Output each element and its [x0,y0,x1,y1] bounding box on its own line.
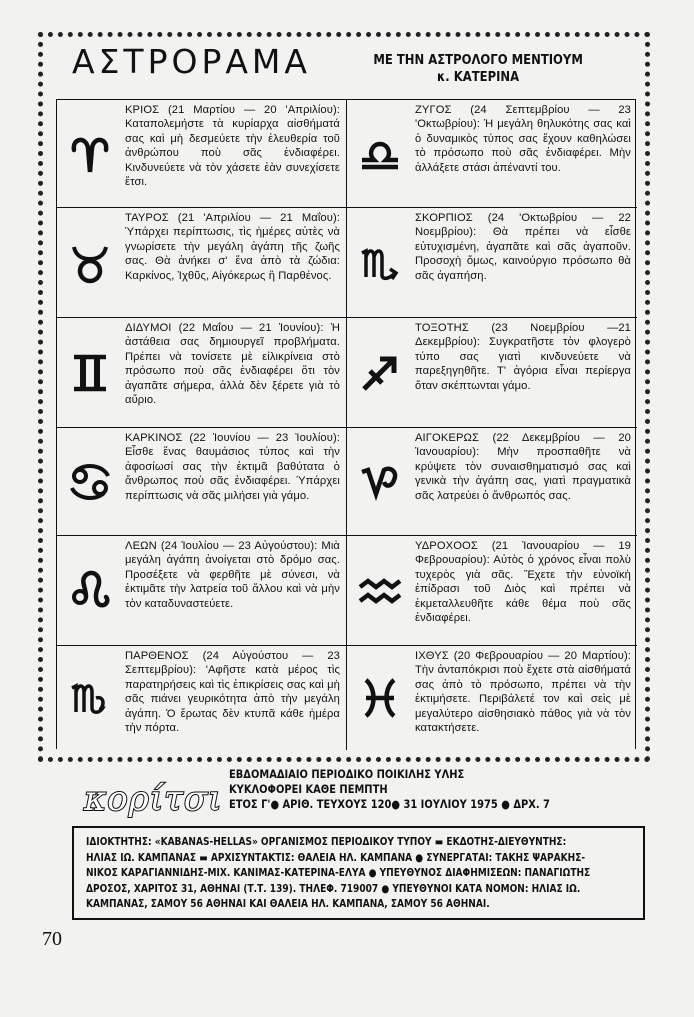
sign-cell-aquarius [347,536,637,646]
sign-text: ΚΡΙΟΣ (21 Μαρτίου — 20 'Απριλίου): Καταπολεμήστε τὰ κυρίαρχα αἰσθήματά σας καὶ μὴ δεσμεύετε τὴν ἐλευθερία τοῦ ἀνθρώπου ποὺ σᾶς ἐνδιαφέρει. Κινδυνεύετε νὰ τὸν χάσετε ἐὰν συνεχίσετε ἔτσι. [125,104,340,189]
owner-line-2: ΗΛΙΑΣ ΙΩ. ΚΑΜΠΑΝΑΣ ▬ ΑΡΧΙΣΥΝΤΑΚΤΙΣ: ΘΑΛΕΙΑ ΗΛ. ΚΑΜΠΑΝΑ ● ΣΥΝΕΡΓΑΤΑΙ: ΤΑΚΗΣ ΨΑΡΑΚΗΣ- [86,851,586,864]
byline-line-1: ΜΕ ΤΗΝ ΑΣΤΡΟΛΟΓΟ ΜΕΝΤΙΟΥΜ [373,52,583,68]
byline [362,52,594,86]
virgo-icon [57,646,123,750]
sign-text: ΤΟΞΟΤΗΣ (23 Νοεμβρίου —21 Δεκεμβρίου): Συγκρατῆστε τὸν φλογερὸ τύπο σας γιατὶ κινδυνεύετε νὰ παρεξηγηθῆτε. Τ' ἀγόρια εἶναι περίεργα ὅταν σκέπτωνται γάμο. [415,322,631,392]
pubinfo-line-3: ΕΤΟΣ Γ'● ΑΡΙΘ. ΤΕΥΧΟΥΣ 120● 31 ΙΟΥΛΙΟΥ 1975 ● ΔΡΧ. 7 [229,797,550,811]
sign-cell-virgo [57,646,346,750]
taurus-icon [57,208,123,317]
byline-line-2: κ. ΚΑΤΕΡΙΝΑ [437,69,520,85]
page-number: 70 [42,928,62,950]
pisces-icon [347,646,413,750]
sign-cell-leo [57,536,346,646]
publication-info [229,767,550,812]
sign-text: ΤΑΥΡΟΣ (21 'Απριλίου — 21 Μαΐου): Ὑπάρχει περίπτωσις, τὶς ἡμέρες αὐτὲς νὰ γνωρίσετε τὴν μεγάλη ἀγάπη τῆς ζωῆς σας. Θὰ ἀνήκει σ' ἕνα ἀπὸ τὰ ζώδια: Καρκίνος, Ἰχθῦς, Αἰγόκερως ἢ Παρθένος. [125,212,340,282]
right-column [347,100,637,750]
scorpio-icon [347,208,413,317]
sign-cell-taurus [57,208,346,318]
sign-cell-cancer [57,428,346,536]
pubinfo-line-1: ΕΒΔΟΜΑΔΙΑΙΟ ΠΕΡΙΟΔΙΚΟ ΠΟΙΚΙΛΗΣ ΥΛΗΣ [229,767,465,781]
sign-cell-pisces [347,646,637,750]
libra-icon [347,100,413,207]
magazine-masthead [84,765,644,825]
cancer-icon [57,428,123,535]
sign-text: ΔΙΔΥΜΟΙ (22 Μαΐου — 21 Ἰουνίου): Ἡ ἀστάθεια σας δημιουργεῖ προβλήματα. Πρέπει νὰ τονίσετε μὲ εἰλικρίνεια στὸ πρόσωπο ποὺ σᾶς ἐνδιαφέρει ὅτι τὸν ἀγαπᾶτε σήμερα, ἀλλὰ δὲν ξέρετε γιὰ τὸ αὔριο. [125,322,340,407]
sign-cell-capricorn [347,428,637,536]
sign-text: ΚΑΡΚΙΝΟΣ (22 Ἰουνίου — 23 Ἰουλίου): Εἶσθε ἕνας θαυμάσιος τύπος καὶ τὴν ἀφοσίωσί σας τὴν ἐκτιμᾶ βαθύτατα ὁ ἄνθρωπος ποὺ σᾶς ἐνδιαφέρει. Ὑπάρχει περίπτωσις νὰ σᾶς μιλήσει γιὰ γάμο. [125,432,340,502]
sign-text: ΙΧΘΥΣ (20 Φεβρουαρίου — 20 Μαρτίου): Τὴν ἀνταπόκρισι ποὺ ἔχετε στὰ αἰσθήματά σας ἀπὸ τὸ πρόσωπο, πρέπει νὰ τὴν ἐκτιμήσετε. Περιβάλετέ τον καὶ σεὶς μὲ μεγαλύτερο αἰσθησιακὸ πάθος γιὰ νὰ τὸν κατακτήσετε. [415,650,631,735]
sign-cell-scorpio [347,208,637,318]
aquarius-icon [347,536,413,645]
aries-icon [57,100,123,207]
gemini-icon [57,318,123,427]
leo-icon [57,536,123,645]
sign-text: ΛΕΩΝ (24 Ἰουλίου — 23 Αὐγούστου): Μιὰ μεγάλη ἀγάπη ἀνοίγεται στὸ δρόμο σας. Προσέξετε νὰ φερθῆτε μὲ σύνεσι, νὰ ἐκτιμᾶτε τὴν λατρεία τοῦ ἄλλου καὶ νὰ μὴν τὸν καταδυναστεύετε. [125,540,340,610]
owner-line-4: ΔΡΟΣΟΣ, ΧΑΡΙΤΟΣ 31, ΑΘΗΝΑΙ (Τ.Τ. 139). ΤΗΛΕΦ. 719007 ● ΥΠΕΥΘΥΝΟΙ ΚΑΤΑ ΝΟΜΟΝ: ΗΛΙΑΣ ΙΩ. [86,882,581,895]
horoscope-grid [56,99,636,749]
sagittarius-icon [347,318,413,427]
sign-text: ΣΚΟΡΠΙΟΣ (24 'Οκτωβρίου — 22 Νοεμβρίου): Θὰ πρέπει νὰ εἶσθε εὐτυχισμένη, ἀγαπᾶτε καὶ σᾶς ἀγαποῦν. Προσοχὴ ὅμως, καινούργιο πρόσωπο θὰ σᾶς ἀγαπήση. [415,212,631,282]
magazine-logo: κορίτσι [84,779,223,819]
column-header [72,44,632,92]
page-title: ΑΣΤΡΟΡΑΜΑ [72,42,311,81]
sign-text: ΠΑΡΘΕΝΟΣ (24 Αὐγούστου — 23 Σεπτεμβρίου): 'Αφῆστε κατὰ μέρος τὶς παρατηρήσεις καὶ τὶς ἐπικρίσεις σας καὶ μὴ σᾶς πιάνει γευρικότητα ἀπὸ τὴν μεγάλη ἀγάπη. Ὁ ἔρωτας δὲν κτυπᾶ κάθε ἡμέρα τὴν πόρτα. [125,650,340,735]
sign-cell-sagittarius [347,318,637,428]
owner-line-1: ΙΔΙΟΚΤΗΤΗΣ: «KABANAS-HELLAS» ΟΡΓΑΝΙΣΜΟΣ ΠΕΡΙΟΔΙΚΟΥ ΤΥΠΟΥ ▬ ΕΚΔΟΤΗΣ-ΔΙΕΥΘΥΝΤΗΣ: [86,836,567,848]
sign-cell-gemini [57,318,346,428]
owner-line-3: ΝΙΚΟΣ ΚΑΡΑΓΙΑΝΝΙΔΗΣ-ΜΙΧ. ΚΑΝΙΜΑΣ-ΚΑΤΕΡΙΝΑ-ΕΛΥΑ ● ΥΠΕΥΘΥΝΟΣ ΔΙΑΦΗΜΙΣΕΩΝ: ΠΑΝΑΓΙΩΤΗΣ [86,867,591,880]
sign-cell-libra [347,100,637,208]
owner-line-5: ΚΑΜΠΑΝΑΣ, ΣΑΜΟΥ 56 ΑΘΗΝΑΙ ΚΑΙ ΘΑΛΕΙΑ ΗΛ. ΚΑΜΠΑΝΑ, ΣΑΜΟΥ 56 ΑΘΗΝΑΙ. [86,898,490,911]
sign-text: ΑΙΓΟΚΕΡΩΣ (22 Δεκεμβρίου — 20 Ἰανουαρίου): Μὴν προσπαθῆτε νὰ κρύψετε τὸν συναισθηματισμό σας καὶ γενικὰ τὴν ἀγάπη σας, γιατὶ πραγματικὰ σᾶς λατρεύει ὁ ἄνθρωπός σας. [415,432,631,502]
left-column [57,100,347,750]
ownership-box [72,826,645,920]
sign-cell-aries [57,100,346,208]
capricorn-icon [347,428,413,535]
sign-text: ΥΔΡΟΧΟΟΣ (21 Ἰανουαρίου — 19 Φεβρουαρίου): Αὐτὸς ὁ χρόνος εἶναι πολὺ τυχερὸς γιὰ σᾶς. Ἔχετε τὴν εὐνοϊκὴ ἐπίδρασι τοῦ Διὸς καὶ πρέπει νὰ ἐκμεταλλευθῆτε κάθε θέμα ποὺ σᾶς ἐνδιαφέρει. [415,540,631,625]
pubinfo-line-2: ΚΥΚΛΟΦΟΡΕΙ ΚΑΘΕ ΠΕΜΠΤΗ [229,782,388,796]
sign-text: ΖΥΓΟΣ (24 Σεπτεμβρίου — 23 'Οκτωβρίου): Ἡ μεγάλη θηλυκότης σας καὶ ὁ δυναμικὸς τύπος σας ἔχουν καθηλώσει τὸ πρόσωπο ποὺ σᾶς ἐνδιαφέρει. Μὴν ἀλλάξετε στάσι ἀπέναντί του. [415,104,631,174]
